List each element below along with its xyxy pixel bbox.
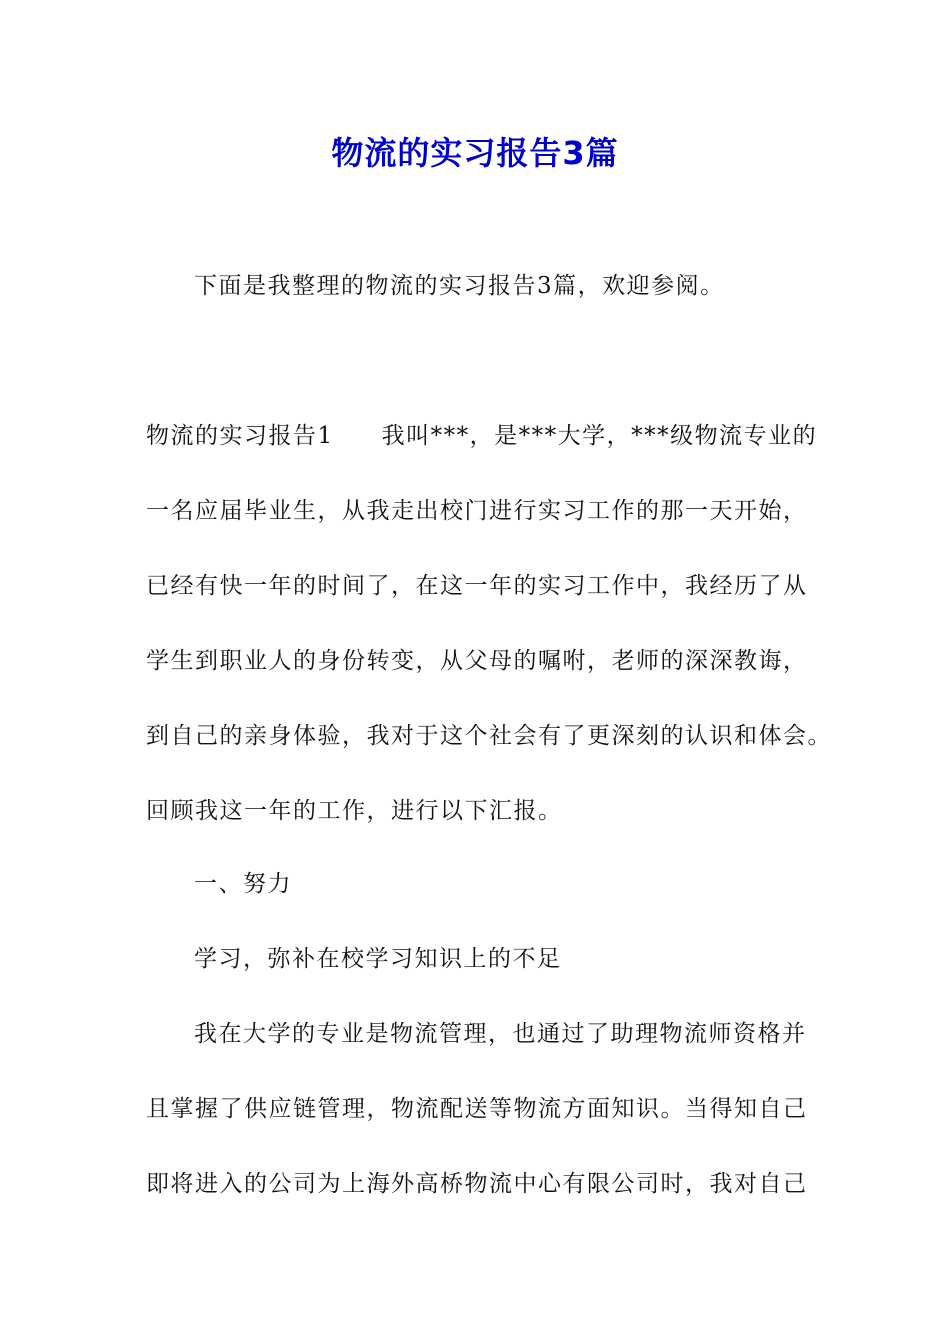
paragraph-line: 到自己的亲身体验，我对于这个社会有了更深刻的认识和体会。 <box>146 723 832 749</box>
section-heading: 一、努力 <box>194 871 292 897</box>
intro-paragraph: 下面是我整理的物流的实习报告3篇，欢迎参阅。 <box>194 273 725 299</box>
paragraph-line: 学习，弥补在校学习知识上的不足 <box>194 946 562 972</box>
paragraph-line: 学生到职业人的身份转变，从父母的嘱咐，老师的深深教诲， <box>146 648 808 674</box>
paragraph-line <box>146 418 846 454</box>
paragraph-line: 即将进入的公司为上海外高桥物流中心有限公司时，我对自己 <box>146 1171 808 1197</box>
paragraph-line: 回顾我这一年的工作，进行以下汇报。 <box>146 798 563 824</box>
report-heading: 物流的实习报告1 <box>146 423 334 449</box>
paragraph-text: 我叫***，是***大学，***级物流专业的 <box>381 423 818 449</box>
paragraph-line: 且掌握了供应链管理，物流配送等物流方面知识。当得知自己 <box>146 1096 808 1122</box>
paragraph-line: 一名应届毕业生，从我走出校门进行实习工作的那一天开始， <box>146 498 808 524</box>
paragraph-line: 我在大学的专业是物流管理，也通过了助理物流师资格并 <box>194 1021 807 1047</box>
document-title: 物流的实习报告3篇 <box>331 134 619 172</box>
paragraph-line: 已经有快一年的时间了，在这一年的实习工作中，我经历了从 <box>146 573 808 599</box>
